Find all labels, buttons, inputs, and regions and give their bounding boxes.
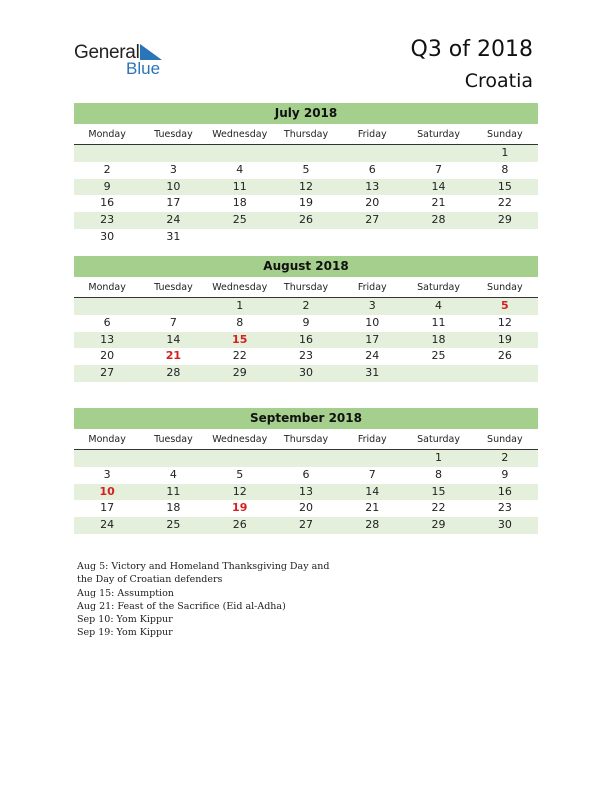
- day-cell: 25: [431, 349, 446, 363]
- holiday-notes: [77, 560, 329, 640]
- day-cell: 27: [365, 213, 380, 227]
- day-cell: 29: [497, 213, 512, 227]
- weekday-label: Monday: [88, 434, 126, 445]
- day-cell: 15: [431, 484, 446, 498]
- weekday-label: Monday: [88, 129, 126, 140]
- generalblue-logo: [74, 42, 174, 78]
- week-row: [74, 195, 538, 212]
- day-cell: 30: [100, 229, 115, 243]
- day-cell: [273, 145, 339, 162]
- week-row: [74, 145, 538, 162]
- day-cell: 1: [501, 146, 509, 159]
- day-cell: 11: [232, 179, 247, 193]
- day-cell: 13: [298, 484, 313, 498]
- day-cell: 13: [365, 179, 380, 193]
- day-cell: 11: [431, 315, 446, 329]
- holiday-day-cell: 15: [232, 332, 248, 346]
- month-header: July 2018: [74, 103, 538, 124]
- month-calendar: [74, 408, 538, 534]
- holiday-note: Sep 10: Yom Kippur: [77, 614, 173, 626]
- day-cell: 24: [365, 349, 380, 363]
- day-cell: 3: [368, 299, 376, 312]
- holiday-day-cell: 21: [165, 349, 182, 363]
- day-cell: 6: [103, 315, 111, 329]
- day-cell: 23: [298, 349, 313, 363]
- week-row: [74, 484, 538, 501]
- weekday-label: Tuesday: [154, 129, 193, 140]
- day-cell: [74, 450, 140, 467]
- day-cell: 2: [302, 299, 310, 312]
- day-cell: [339, 450, 405, 467]
- day-cell: 15: [497, 179, 512, 193]
- day-cell: 17: [166, 196, 181, 210]
- day-cell: [472, 365, 538, 382]
- logo-general-text: General: [74, 42, 140, 63]
- month-calendar: [74, 256, 538, 382]
- day-cell: 4: [169, 467, 177, 481]
- week-row: [74, 212, 538, 229]
- weekday-label: Wednesday: [212, 282, 268, 293]
- day-cell: 21: [431, 196, 446, 210]
- day-cell: 10: [365, 315, 380, 329]
- day-cell: 29: [431, 518, 446, 532]
- weekday-label: Sunday: [487, 129, 523, 140]
- day-cell: 26: [497, 349, 512, 363]
- holiday-note: Aug 5: Victory and Homeland Thanksgiving Day and: [77, 561, 330, 572]
- weekday-label: Thursday: [283, 282, 329, 293]
- day-cell: 20: [100, 349, 115, 363]
- day-cell: [74, 145, 140, 162]
- day-cell: 3: [169, 162, 177, 176]
- day-cell: [405, 145, 471, 162]
- day-cell: [339, 229, 405, 246]
- logo-blue-text: Blue: [126, 59, 161, 78]
- week-row: [74, 162, 538, 179]
- day-cell: 19: [298, 196, 313, 210]
- day-cell: 13: [100, 332, 115, 346]
- day-cell: 5: [236, 467, 244, 481]
- weekday-header-row: [74, 126, 538, 145]
- week-row: [74, 517, 538, 534]
- weekday-label: Sunday: [487, 282, 523, 293]
- holiday-note: Sep 19: Yom Kippur: [77, 627, 173, 639]
- weekday-header-row: [74, 279, 538, 298]
- day-cell: 12: [497, 315, 512, 329]
- day-cell: 18: [431, 332, 446, 346]
- week-row: [74, 179, 538, 196]
- day-cell: 17: [365, 332, 380, 346]
- day-cell: 16: [100, 196, 115, 210]
- day-cell: 6: [302, 467, 310, 481]
- day-cell: 20: [298, 501, 313, 515]
- day-cell: 24: [166, 213, 181, 227]
- weekday-label: Monday: [88, 282, 126, 293]
- day-cell: 18: [232, 196, 247, 210]
- day-cell: 8: [435, 467, 443, 481]
- day-cell: 2: [501, 451, 509, 464]
- day-cell: 22: [497, 196, 512, 210]
- day-cell: 4: [236, 162, 244, 176]
- week-row: [74, 229, 538, 246]
- day-cell: 22: [431, 501, 446, 515]
- day-cell: 20: [365, 196, 380, 210]
- day-cell: 14: [166, 332, 181, 346]
- day-cell: [207, 450, 273, 467]
- holiday-day-cell: 10: [99, 484, 115, 498]
- weekday-label: Tuesday: [154, 282, 193, 293]
- week-row: [74, 467, 538, 484]
- weekday-label: Thursday: [283, 434, 329, 445]
- weekday-label: Saturday: [417, 434, 460, 445]
- holiday-day-cell: 19: [232, 501, 248, 515]
- day-cell: [140, 450, 206, 467]
- day-cell: 23: [100, 213, 115, 227]
- day-cell: 9: [302, 315, 310, 329]
- day-cell: 25: [166, 518, 181, 532]
- day-cell: [339, 145, 405, 162]
- week-row: [74, 298, 538, 315]
- day-cell: [405, 229, 471, 246]
- weekday-label: Sunday: [487, 434, 523, 445]
- holiday-note: Aug 21: Feast of the Sacrifice (Eid al-Adha): [77, 600, 286, 612]
- day-cell: 11: [166, 484, 181, 498]
- day-cell: 23: [497, 501, 512, 515]
- day-cell: [140, 145, 206, 162]
- weekday-label: Tuesday: [154, 434, 193, 445]
- weekday-label: Wednesday: [212, 434, 268, 445]
- weekday-label: Wednesday: [212, 129, 268, 140]
- day-cell: 29: [232, 366, 247, 380]
- country-name: Croatia: [464, 70, 533, 92]
- month-header: September 2018: [74, 408, 538, 429]
- day-cell: 30: [497, 518, 512, 532]
- holiday-note: Aug 15: Assumption: [77, 587, 174, 599]
- month-calendar: [74, 103, 538, 246]
- day-cell: 7: [368, 467, 376, 481]
- week-row: [74, 500, 538, 517]
- week-row: [74, 332, 538, 349]
- day-cell: [74, 298, 140, 315]
- day-cell: 26: [298, 213, 313, 227]
- day-cell: [273, 229, 339, 246]
- weekday-label: Saturday: [417, 129, 460, 140]
- day-cell: 14: [431, 179, 446, 193]
- day-cell: 31: [166, 229, 181, 243]
- day-cell: 4: [435, 299, 443, 312]
- day-cell: 5: [302, 162, 310, 176]
- day-cell: 8: [236, 315, 244, 329]
- day-cell: 9: [501, 467, 509, 481]
- day-cell: [207, 229, 273, 246]
- day-cell: 16: [298, 332, 313, 346]
- day-cell: [207, 145, 273, 162]
- day-cell: 6: [368, 162, 376, 176]
- day-cell: 24: [100, 518, 115, 532]
- page-title: Q3 of 2018: [410, 37, 533, 62]
- day-cell: 12: [232, 484, 247, 498]
- month-header: August 2018: [74, 256, 538, 277]
- day-cell: 3: [103, 467, 111, 481]
- day-cell: 28: [431, 213, 446, 227]
- day-cell: 9: [103, 179, 111, 193]
- weekday-label: Thursday: [283, 129, 329, 140]
- day-cell: 2: [103, 162, 111, 176]
- day-cell: 7: [169, 315, 177, 329]
- day-cell: 7: [435, 162, 443, 176]
- week-row: [74, 348, 538, 365]
- holiday-day-cell: 5: [501, 299, 509, 312]
- logo-triangle-icon: [140, 44, 162, 60]
- week-row: [74, 365, 538, 382]
- day-cell: 28: [166, 366, 181, 380]
- day-cell: 19: [497, 332, 512, 346]
- weekday-header-row: [74, 431, 538, 450]
- day-cell: [405, 365, 471, 382]
- day-cell: [273, 450, 339, 467]
- day-cell: 16: [497, 484, 512, 498]
- day-cell: 22: [232, 349, 247, 363]
- day-cell: 14: [365, 484, 380, 498]
- day-cell: 28: [365, 518, 380, 532]
- day-cell: 8: [501, 162, 509, 176]
- day-cell: 1: [236, 299, 244, 312]
- day-cell: 26: [232, 518, 247, 532]
- weekday-label: Saturday: [417, 282, 460, 293]
- weekday-label: Friday: [357, 434, 387, 445]
- weekday-label: Friday: [357, 282, 387, 293]
- day-cell: 10: [166, 179, 181, 193]
- day-cell: 21: [365, 501, 380, 515]
- day-cell: 31: [365, 366, 380, 380]
- day-cell: 27: [298, 518, 313, 532]
- day-cell: 30: [298, 366, 313, 380]
- day-cell: 12: [298, 179, 313, 193]
- week-row: [74, 315, 538, 332]
- day-cell: 1: [435, 451, 443, 464]
- day-cell: [472, 229, 538, 246]
- weekday-label: Friday: [357, 129, 387, 140]
- day-cell: 17: [100, 501, 115, 515]
- day-cell: 27: [100, 366, 115, 380]
- holiday-note: the Day of Croatian defenders: [77, 574, 223, 586]
- week-row: [74, 450, 538, 467]
- day-cell: 18: [166, 501, 181, 515]
- day-cell: [140, 298, 206, 315]
- day-cell: 25: [232, 213, 247, 227]
